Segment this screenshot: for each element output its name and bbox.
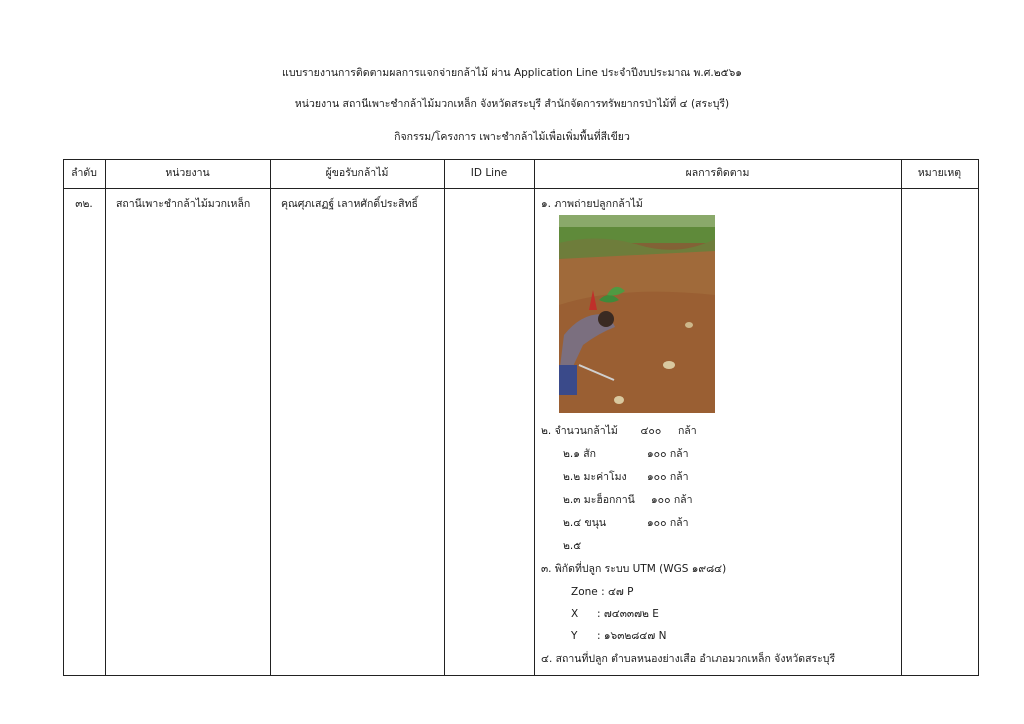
- species-item: [563, 516, 689, 530]
- species-unit: กล้า: [673, 494, 693, 506]
- species-qty: ๑๐๐: [651, 494, 671, 506]
- col-divider: [105, 159, 106, 676]
- species-label: ๒.๕: [563, 540, 582, 552]
- species-qty: ๑๐๐: [647, 471, 667, 483]
- agency-cell: สถานีเพาะชำกล้าไม้มวกเหล็ก: [116, 198, 251, 210]
- col-divider: [901, 159, 902, 676]
- table-top-border: [63, 159, 979, 160]
- col-divider: [534, 159, 535, 676]
- utm-x-value: : ๗๔๓๓๗๒ E: [597, 608, 659, 620]
- planting-location: ๔. สถานที่ปลูก ตำบลหนองย่างเสือ อำเภอมวกเหล็ก จังหวัดสระบุรี: [541, 653, 836, 665]
- col-divider: [270, 159, 271, 676]
- col-divider: [444, 159, 445, 676]
- utm-y: [571, 629, 666, 643]
- species-item: [563, 493, 693, 507]
- table-bottom-border: [63, 675, 979, 676]
- seedling-count-heading: [541, 424, 697, 438]
- column-header: ลำดับ: [71, 167, 97, 179]
- species-label: ๒.๔ ขนุน: [563, 517, 607, 529]
- column-header: ID Line: [470, 167, 508, 179]
- species-label: ๒.๑ สัก: [563, 448, 597, 460]
- column-header: ผู้ขอรับกล้าไม้: [325, 167, 389, 179]
- column-header: หมายเหตุ: [917, 167, 962, 179]
- species-unit: กล้า: [669, 448, 689, 460]
- col-divider: [978, 159, 979, 676]
- utm-x-label: X: [571, 608, 579, 620]
- species-item: [563, 539, 581, 553]
- species-label: ๒.๓ มะฮ็อกกานี: [563, 494, 635, 506]
- species-qty: ๑๐๐: [647, 517, 667, 529]
- planting-photo: [559, 215, 715, 413]
- column-header: หน่วยงาน: [165, 167, 210, 179]
- planting-photo-illustration: [559, 215, 715, 413]
- recipient-cell: คุณศุภเสฏฐ์ เลาหศักดิ์ประสิทธิ์: [281, 198, 418, 210]
- species-item: [563, 470, 689, 484]
- photo-heading: ๑. ภาพถ่ายปลูกกล้าไม้: [541, 198, 643, 210]
- agency-line: หน่วยงาน สถานีเพาะชำกล้าไม้มวกเหล็ก จังหวัดสระบุรี สำนักจัดการทรัพยากรป่าไม้ที่ ๔ (สระบุรี): [294, 98, 730, 110]
- species-unit: กล้า: [669, 471, 689, 483]
- species-unit: กล้า: [669, 517, 689, 529]
- count-heading-label: ๒. จำนวนกล้าไม้: [541, 425, 618, 437]
- utm-y-label: Y: [571, 630, 578, 642]
- species-qty: ๑๐๐: [647, 448, 667, 460]
- species-label: ๒.๒ มะค่าโมง: [563, 471, 627, 483]
- utm-x: [571, 607, 659, 621]
- count-total: ๔๐๐: [640, 425, 662, 437]
- coordinates-heading: ๓. พิกัดที่ปลูก ระบบ UTM (WGS ๑๙๘๔): [541, 563, 727, 575]
- row-number: ๓๒.: [75, 198, 93, 210]
- column-header: ผลการติดตาม: [685, 167, 750, 179]
- count-unit: กล้า: [677, 425, 697, 437]
- utm-y-value: : ๑๖๓๒๘๔๗ N: [597, 630, 667, 642]
- report-title: แบบรายงานการติดตามผลการแจกจ่ายกล้าไม้ ผ่าน Application Line ประจำปีงบประมาณ พ.ศ.๒๕๖๑: [282, 67, 742, 79]
- header-row-divider: [63, 188, 979, 189]
- species-item: [563, 447, 689, 461]
- col-divider: [63, 159, 64, 676]
- project-line: กิจกรรม/โครงการ เพาะชำกล้าไม้เพื่อเพิ่มพื้นที่สีเขียว: [394, 131, 630, 143]
- utm-zone: Zone : ๔๗ P: [571, 586, 634, 598]
